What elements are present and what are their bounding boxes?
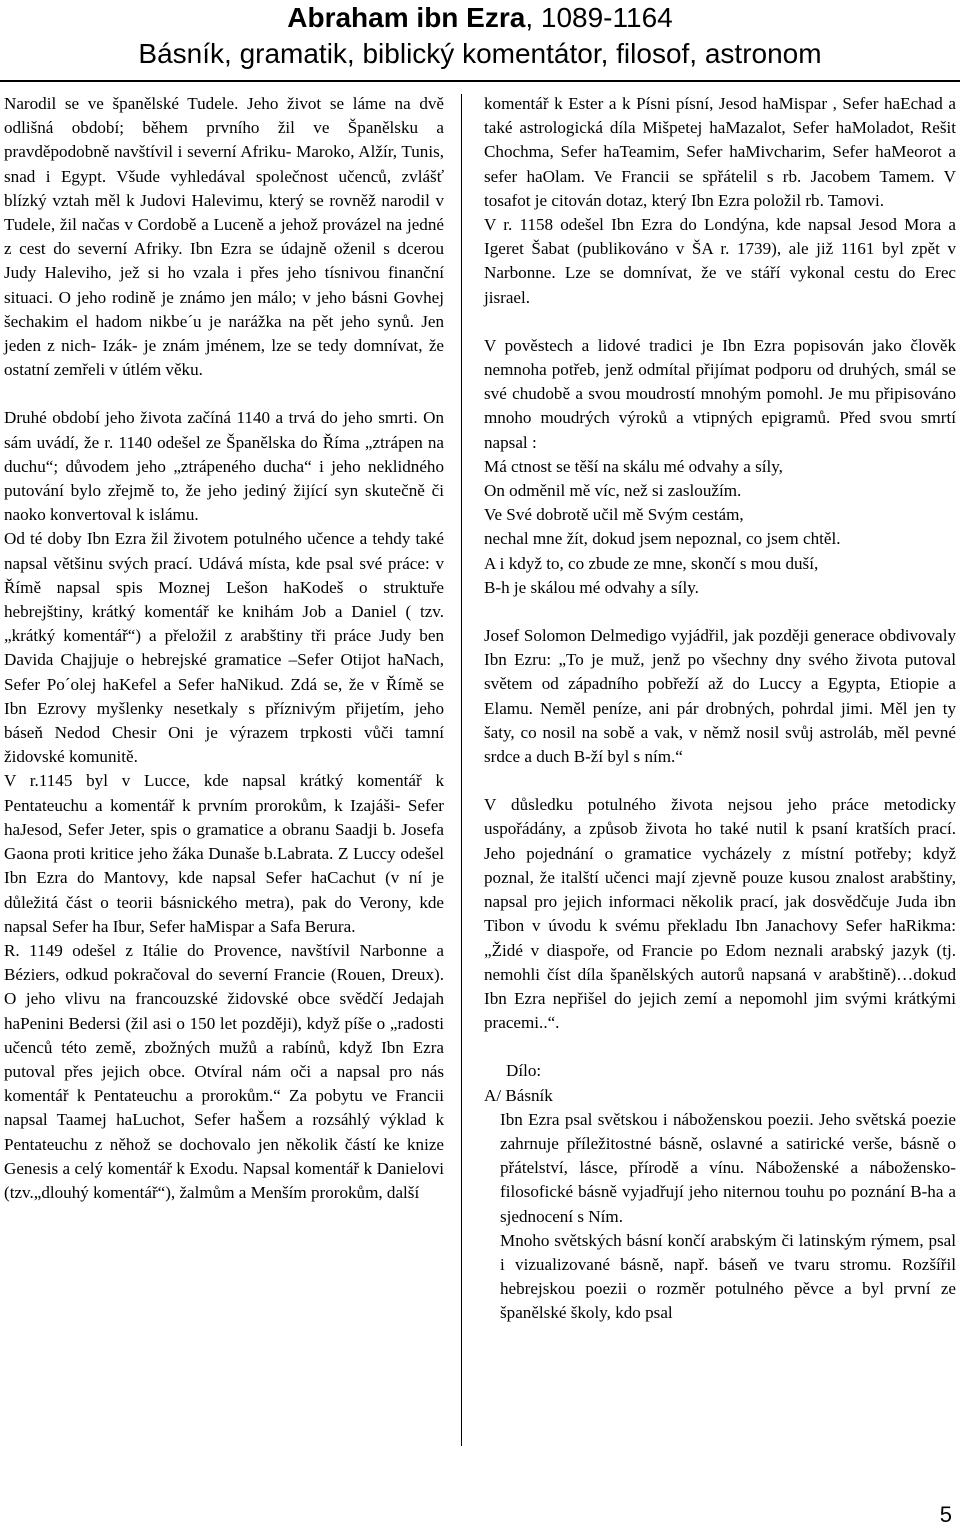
paragraph: Ibn Ezra psal světskou i náboženskou poezii. Jeho světská poezie zahrnuje příležitostné básně, oslavné a satirické verše, básně o přátelství, lásce, přírodě a vínu. Náboženské a nábožensko-filosofické básně vyjadřují jeho niternou touhu po poznání B-ha a sjednocení s Ním. xyxy=(500,1109,956,1226)
right-column xyxy=(484,92,956,1326)
page-number: 5 xyxy=(939,1502,952,1527)
left-column xyxy=(4,92,444,1205)
poem-line: On odměnil mě víc, než si zasloužím. xyxy=(484,481,742,501)
poem-line: B-h je skálou mé odvahy a síly. xyxy=(484,577,699,597)
paragraph-gap xyxy=(484,310,956,334)
header-title xyxy=(0,0,960,36)
paragraph-gap xyxy=(484,769,956,793)
paragraph: V r. 1158 odešel Ibn Ezra do Londýna, kde napsal Jesod Mora a Igeret Šabat (publikováno v ŠA r. 1739), ale již 1161 byl zpět v Narbonne. Lze se domnívat, že ve stáří vykonal cestu do Erec jisrael. xyxy=(484,215,956,307)
paragraph-gap xyxy=(484,1035,956,1059)
author-dates: , 1089-1164 xyxy=(525,2,673,33)
poem-line: A i když to, co zbude ze mne, skončí s mou duší, xyxy=(484,553,819,573)
poem-line: nechal mne žít, dokud jsem nepoznal, co jsem chtěl. xyxy=(484,529,841,549)
column-divider xyxy=(461,94,462,1446)
page-header xyxy=(0,0,960,72)
paragraph: Od té doby Ibn Ezra žil životem potulného učence a tehdy také napsal většinu svých prací. Udává místa, kde psal své práce: v Římě napsal spis Moznej Lešon haKodeš o struktuře hebrejštiny, krátký komentář ke knihám Job a Daniel ( tzv.„krátký komentář“) a přeložil z arabštiny tři práce Judy ben Davida Chajjuje o hebrejské gramatice –Sefer Otijot haNach, Sefer Po´olej haKefel a Sefer haNikud. Zdá se, že v Římě se Ibn Ezrovy myšlenky nesetkaly s příznivým přijetím, jeho báseň Nedod Chesir Oni je výrazem trpkosti vůči tamní židovské komunitě. xyxy=(4,529,444,767)
paragraph-gap xyxy=(484,600,956,624)
paragraph: Druhé období jeho života začíná 1140 a trvá do jeho smrti. On sám uvádí, že r. 1140 odešel ze Španělska do Říma „ztrápen na duchu“; důvodem jeho „ztrápeného ducha“ i jeho neklidného putování bylo zřejmě to, že jeho jediný žijící syn skutečně či naoko konvertoval k islámu. xyxy=(4,408,444,525)
header-rule xyxy=(0,80,960,82)
paragraph: Narodil se ve španělské Tudele. Jeho život se láme na dvě odlišná období; během prvního žil ve Španělsku a pravděpodobně navštívil i severní Afriku- Maroko, Alžír, Tunis, snad i Egypt. Všude vyhledával společnost učenců, zvlášť blízký vztah měl k Judovi Halevimu, který se rovněž narodil v Tudele, žil načas v Cordobě a Luceně a jehož provázel na jedné z cest do severní Afriky. Ibn Ezra se údajně oženil s dcerou Judy Haleviho, jež si ho vzala i přes jeho tísnivou finanční situaci. O jeho rodině je známo jen málo; v jeho básni Govhej šechakim el hadom nikbe´u je narážka na pět jeho synů. Jen jeden z nich- Izák- je znám jménem, lze se tedy domnívat, že ostatní zemřeli v útlém věku. xyxy=(4,94,444,380)
header-subtitle: Básník, gramatik, biblický komentátor, filosof, astronom xyxy=(138,38,822,69)
paragraph: V r.1145 byl v Lucce, kde napsal krátký komentář k Pentateuchu a komentář k prvním prorokům, k Izajáši- Sefer haJesod, Sefer Jeter, spis o gramatice a obranu Saadji b. Josefa Gaona proti kritice jeho žáka Dunaše b.Labrata. Z Luccy odešel Ibn Ezra do Mantovy, kde napsal Sefer haCachut (v ní je důležitá část o teorii básnického metra), pak do Verony, kde napsal Sefer ha Ibur, Sefer haMispar a Safa Berura. xyxy=(4,771,444,936)
paragraph-gap xyxy=(4,382,444,406)
paragraph: komentář k Ester a k Písni písní, Jesod haMispar , Sefer haEchad a také astrologická díla Mišpetej haMazalot, Sefer haMoladot, Rešit Chochma, Sefer haTeamim, Sefer haMivcharim, Sefer haMeorot a sefer haOlam. Ve Francii se spřátelil s rb. Jacobem Tamem. V tosafot je citován dotaz, který Ibn Ezra položil rb. Tamovi. xyxy=(484,94,956,210)
subsection-heading: A/ Básník xyxy=(484,1085,553,1105)
paragraph: R. 1149 odešel z Itálie do Provence, navštívil Narbonne a Béziers, odkud pokračoval do severní Francie (Rouen, Dreux). O jeho vlivu na francouzské židovské obce svědčí Jedajah haPenini Bedersi (žil asi o 150 let později), když píše o „radosti učenců této země, zbožných mužů a rabínů, když Ibn Ezra putoval přes jejich obce. Otvíral nám oči a napsal pro nás komentář k Pentateuchu a prorokům.“ Za pobytu ve Francii napsal Taamej haLuchot, Sefer haŠem a rozsáhlý výklad k Pentateuchu z něhož se dochovalo jen několik částí ke knize Genesis a celý komentář k Exodu. Napsal komentář k Danielovi (tzv.„dlouhý komentář“), žalmům a Menším prorokům, další xyxy=(4,940,444,1202)
paragraph: Mnoho světských básní končí arabským či latinským rýmem, psal i vizualizované básně, např. báseň ve tvaru stromu. Rozšířil hebrejskou poezii o rozměr potulného pěvce a byl první ze španělské školy, kdo psal xyxy=(500,1230,956,1323)
poem-line: Má ctnost se těší na skálu mé odvahy a síly, xyxy=(484,456,783,476)
paragraph: Josef Solomon Delmedigo vyjádřil, jak později generace obdivovaly Ibn Ezru: „To je muž, jenž po všechny dny svého života putoval světem od západního pobřeží až do Luccy a Egypta, Etiopie a Elamu. Neměl peníze, ani pár drobných, pohrdal jimi. Měl jen ty šaty, co nosil na sobě a vak, v němž nosil svůj astroláb, měl pevné srdce a duch B-ží byl s ním.“ xyxy=(484,626,956,767)
paragraph: V pověstech a lidové tradici je Ibn Ezra popisován jako člověk nemnoha potřeb, jenž odmítal přijímat podporu od druhých, smál se své chudobě a svou moudrostí mnohým pomohl. Je mu připisováno mnoho moudrých výroků a vtipných epigramů. Před svou smrtí napsal : xyxy=(484,335,956,452)
paragraph: V důsledku potulného života nejsou jeho práce metodicky uspořádány, a způsob života ho také nutil k psaní kratších prací. Jeho pojednání o gramatice vycházely z místní potřeby; když poznal, že italští učenci mají zjevně pouze kusou znalost arabštiny, napsal pro jejich informaci několik prací, jak dosvědčuje Juda ibn Tibon v úvodu k svému překladu Ibn Janachovy Sefer haRikma: „Židé v diaspoře, od Francie po Edom neznali arabský jazyk (tj. nemohli číst díla španělských autorů napsaná v arabštině)…dokud Ibn Ezra nepřišel do jejich zemí a nepomohl jim svými krátkými pracemi..“. xyxy=(484,795,956,1033)
author-name: Abraham ibn Ezra xyxy=(287,2,526,33)
section-heading: Dílo: xyxy=(506,1061,542,1081)
poem-line: Ve Své dobrotě učil mě Svým cestám, xyxy=(484,505,744,525)
